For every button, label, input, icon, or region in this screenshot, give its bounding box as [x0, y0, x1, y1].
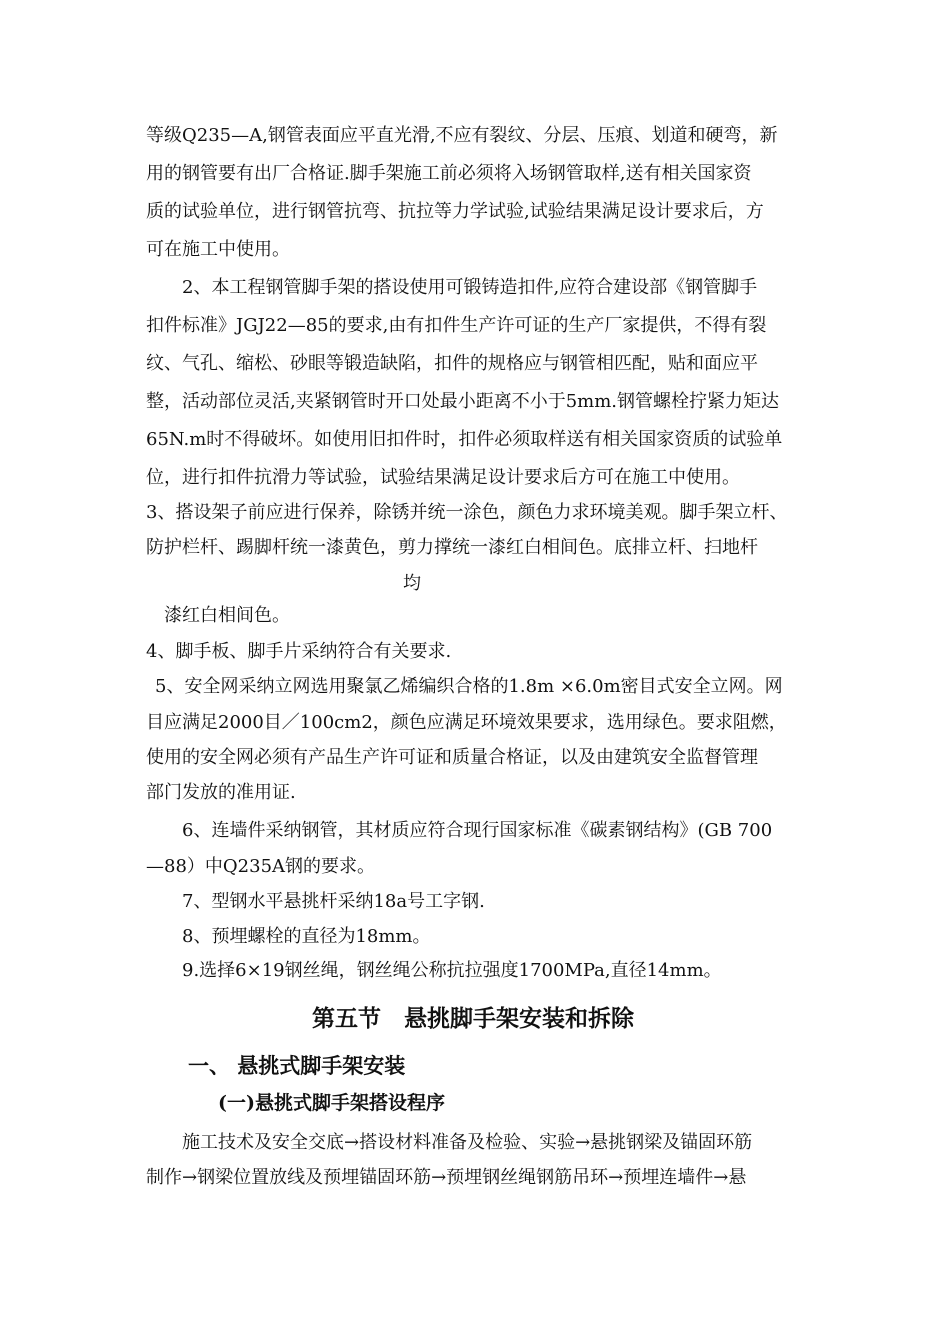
paragraph-line: 扣件标准》JGJ22—85的要求,由有扣件生产许可证的生产厂家提供，不得有裂 — [146, 315, 767, 336]
paragraph-line: 等级Q235—A,钢管表面应平直光滑,不应有裂纹、分层、压痕、划道和硬弯，新 — [146, 125, 778, 146]
paragraph-line: 防护栏杆、踢脚杆统一漆黄色，剪力撑统一漆红白相间色。底排立杆、扫地杆 — [146, 537, 758, 558]
paragraph-line: 4、脚手板、脚手片采纳符合有关要求. — [146, 641, 452, 662]
paragraph-line: 均 — [403, 573, 421, 594]
paragraph-line: 部门发放的准用证. — [146, 782, 296, 803]
sub-title: 一、 悬挑式脚手架安装 — [188, 1053, 406, 1078]
paragraph-line: 施工技术及安全交底→搭设材料准备及检验、实验→悬挑钢梁及锚固环筋 — [182, 1132, 753, 1153]
paragraph-line: 目应满足2000目／100cm2，颜色应满足环境效果要求，选用绿色。要求阻燃， — [146, 712, 787, 733]
paragraph-line: 65N.m时不得破坏。如使用旧扣件时，扣件必须取样送有相关国家资质的试验单 — [146, 429, 783, 450]
paragraph-line: 纹、气孔、缩松、砂眼等锻造缺陷，扣件的规格应与钢管相匹配，贴和面应平 — [146, 353, 758, 374]
paragraph-line: 制作→钢梁位置放线及预埋锚固环筋→预埋钢丝绳钢筋吊环→预埋连墙件→悬 — [146, 1167, 747, 1188]
paragraph-line: 位，进行扣件抗滑力等试验，试验结果满足设计要求后方可在施工中使用。 — [146, 467, 740, 488]
section-title: 第五节 悬挑脚手架安装和拆除 — [312, 1005, 634, 1032]
paragraph-line: 可在施工中使用。 — [146, 239, 290, 260]
paragraph-line: 用的钢管要有出厂合格证.脚手架施工前必须将入场钢管取样,送有相关国家资 — [146, 163, 752, 184]
subsub-title: (一)悬挑式脚手架搭设程序 — [218, 1092, 445, 1114]
paragraph-line: 漆红白相间色。 — [164, 605, 290, 626]
paragraph-line: 使用的安全网必须有产品生产许可证和质量合格证，以及由建筑安全监督管理 — [146, 747, 758, 768]
paragraph-line: 8、预埋螺栓的直径为18mm。 — [182, 926, 431, 947]
paragraph-line: 2、本工程钢管脚手架的搭设使用可锻铸造扣件,应符合建设部《钢管脚手 — [182, 277, 758, 298]
paragraph-line: 6、连墙件采纳钢管，其材质应符合现行国家标准《碳素钢结构》(GB 700 — [182, 820, 773, 841]
paragraph-line: 7、型钢水平悬挑杆采纳18a号工字钢. — [182, 891, 485, 912]
paragraph-line: 3、搭设架子前应进行保养，除锈并统一涂色，颜色力求环境美观。脚手架立杆、 — [146, 502, 788, 523]
paragraph-line: —88）中Q235A钢的要求。 — [146, 856, 376, 877]
paragraph-line: 质的试验单位，进行钢管抗弯、抗拉等力学试验,试验结果满足设计要求后，方 — [146, 201, 764, 222]
paragraph-line: 整，活动部位灵活,夹紧钢管时开口处最小距离不小于5mm.钢管螺栓拧紧力矩达 — [146, 391, 780, 412]
paragraph-line: 5、安全网采纳立网选用聚氯乙烯编织合格的1.8m ×6.0m密目式安全立网。网 — [155, 676, 783, 697]
paragraph-line: 9.选择6×19钢丝绳，钢丝绳公称抗拉强度1700MPa,直径14mm。 — [182, 960, 722, 981]
